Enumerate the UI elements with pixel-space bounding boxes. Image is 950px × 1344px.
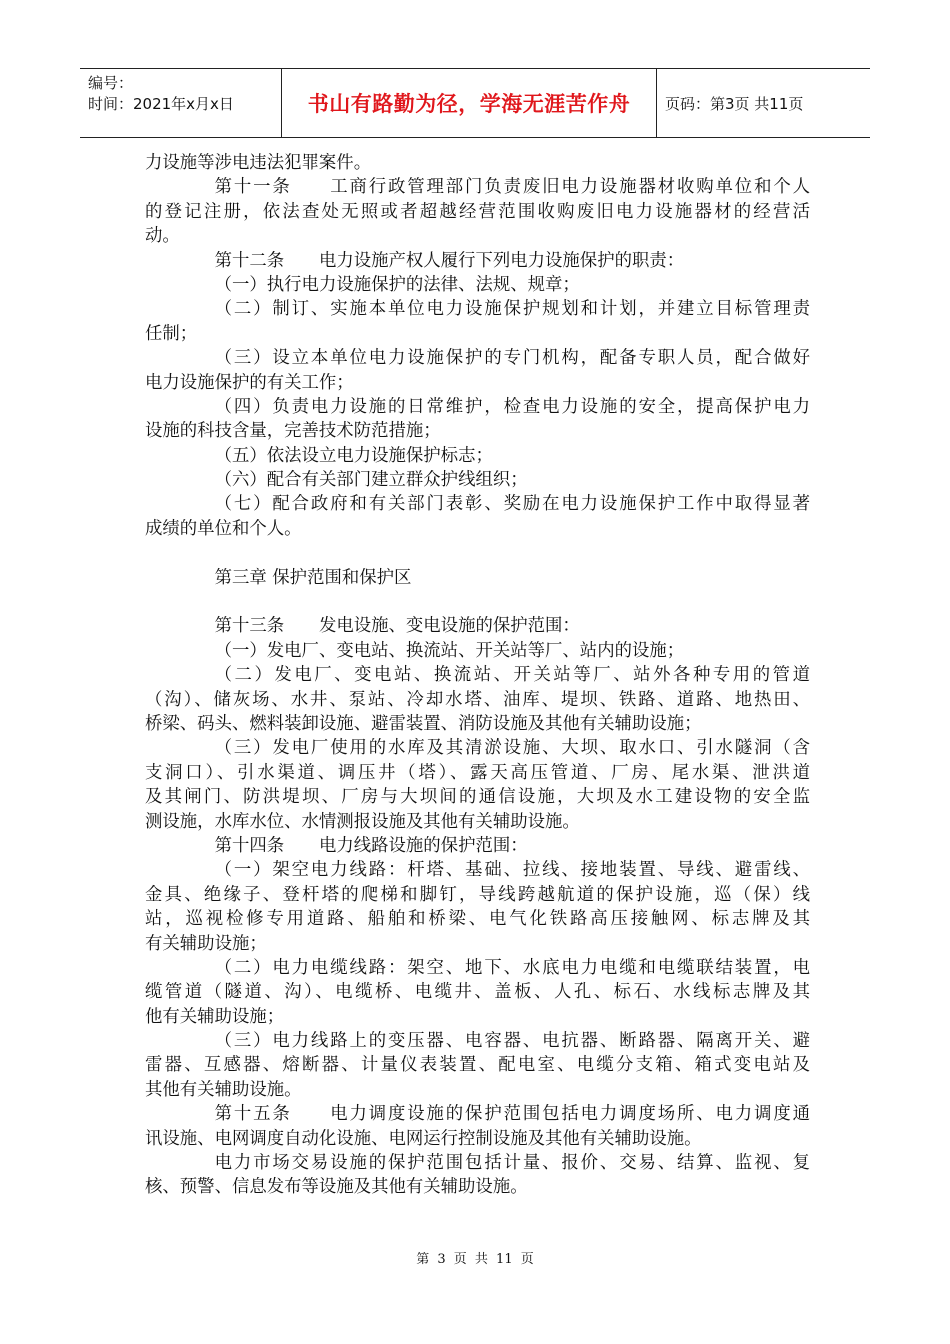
body-line: 核、预警、信息发布等设施及其他有关辅助设施。: [145, 1177, 528, 1198]
header-motto: 书山有路勤为径，学海无涯苦作舟: [282, 69, 657, 137]
document-number-label: 编号：: [88, 74, 134, 92]
header-page-label: 页码：第3页 共11页: [665, 94, 804, 113]
body-line: 测设施，水库水位、水情测报设施及其他有关辅助设施。: [145, 811, 580, 832]
body-line: （三）设立本单位电力设施保护的专门机构，配备专职人员，配合做好: [214, 348, 810, 369]
body-line: （二）制订、实施本单位电力设施保护规划和计划，并建立目标管理责: [214, 299, 810, 320]
body-line: 他有关辅助设施；: [145, 1006, 285, 1027]
body-line: 第十四条 电力线路设施的保护范围：: [214, 835, 528, 856]
document-body: [145, 151, 810, 1200]
body-line: （三）电力线路上的变压器、电容器、电抗器、断路器、隔离开关、避: [214, 1031, 810, 1052]
blank-line: [145, 590, 810, 614]
body-line: 讯设施、电网调度自动化设施、电网运行控制设施及其他有关辅助设施。: [145, 1128, 702, 1149]
body-line: 成绩的单位和个人。: [145, 518, 302, 539]
body-line: （六）配合有关部门建立群众护线组织；: [214, 470, 528, 491]
body-line: （四）负责电力设施的日常维护，检查电力设施的安全，提高保护电力: [214, 396, 810, 417]
page-header: [80, 68, 870, 138]
document-time-label: 时间：2021年x月x日: [88, 95, 234, 113]
body-line: 第十一条 工商行政管理部门负责废旧电力设施器材收购单位和个人: [214, 177, 810, 198]
body-line: （沟）、储灰场、水井、泵站、冷却水塔、油库、堤坝、铁路、道路、地热田、: [145, 689, 810, 710]
body-line: 电力市场交易设施的保护范围包括计量、报价、交易、结算、监视、复: [214, 1153, 810, 1174]
body-line: （二）发电厂、变电站、换流站、开关站等厂、站外各种专用的管道: [214, 665, 810, 686]
body-line: 有关辅助设施；: [145, 933, 267, 954]
body-line: 其他有关辅助设施。: [145, 1079, 302, 1100]
header-meta-cell: [80, 69, 282, 137]
body-line: 金具、绝缘子、登杆塔的爬梯和脚钉，导线跨越航道的保护设施，巡（保）线: [145, 884, 810, 905]
body-line: （一）发电厂、变电站、换流站、开关站等厂、站内的设施；: [214, 640, 685, 661]
body-line: 的登记注册，依法查处无照或者超越经营范围收购废旧电力设施器材的经营活: [145, 201, 810, 222]
page-footer: 第 3 页 共 11 页: [416, 1252, 534, 1267]
body-line: 第三章 保护范围和保护区: [214, 567, 412, 588]
body-line: （一）执行电力设施保护的法律、法规、规章；: [214, 274, 580, 295]
body-line: （七）配合政府和有关部门表彰、奖励在电力设施保护工作中取得显著: [214, 494, 810, 515]
body-line: 第十二条 电力设施产权人履行下列电力设施保护的职责：: [214, 250, 685, 271]
body-line: 动。: [145, 226, 180, 247]
body-line: （三）发电厂使用的水库及其清淤设施、大坝、取水口、引水隧洞（含: [214, 738, 810, 759]
blank-line: [145, 541, 810, 565]
body-line: （五）依法设立电力设施保护标志；: [214, 445, 493, 466]
body-line: 站，巡视检修专用道路、船舶和桥梁、电气化铁路高压接触网、标志牌及其: [145, 909, 810, 930]
body-line: 第十五条 电力调度设施的保护范围包括电力调度场所、电力调度通: [214, 1104, 810, 1125]
body-line: 设施的科技含量，完善技术防范措施；: [145, 421, 441, 442]
body-line: 缆管道（隧道、沟）、电缆桥、电缆井、盖板、人孔、标石、水线标志牌及其: [145, 982, 810, 1003]
body-line: （一）架空电力线路：杆塔、基础、拉线、接地装置、导线、避雷线、: [214, 860, 810, 881]
body-line: 电力设施保护的有关工作；: [145, 372, 354, 393]
body-line: 力设施等涉电违法犯罪案件。: [145, 153, 372, 173]
body-line: 及其闸门、防洪堤坝、厂房与大坝间的通信设施，大坝及水工建设物的安全监: [145, 787, 810, 808]
body-line: 任制；: [145, 323, 198, 344]
body-line: 桥梁、码头、燃料装卸设施、避雷装置、消防设施及其他有关辅助设施；: [145, 713, 702, 734]
body-line: 雷器、互感器、熔断器、计量仪表装置、配电室、电缆分支箱、箱式变电站及: [145, 1055, 810, 1076]
body-line: 第十三条 发电设施、变电设施的保护范围：: [214, 616, 580, 637]
body-line: （二）电力电缆线路：架空、地下、水底电力电缆和电缆联结装置，电: [214, 957, 810, 978]
body-line: 支洞口）、引水渠道、调压井（塔）、露天高压管道、厂房、尾水渠、泄洪道: [145, 762, 810, 783]
